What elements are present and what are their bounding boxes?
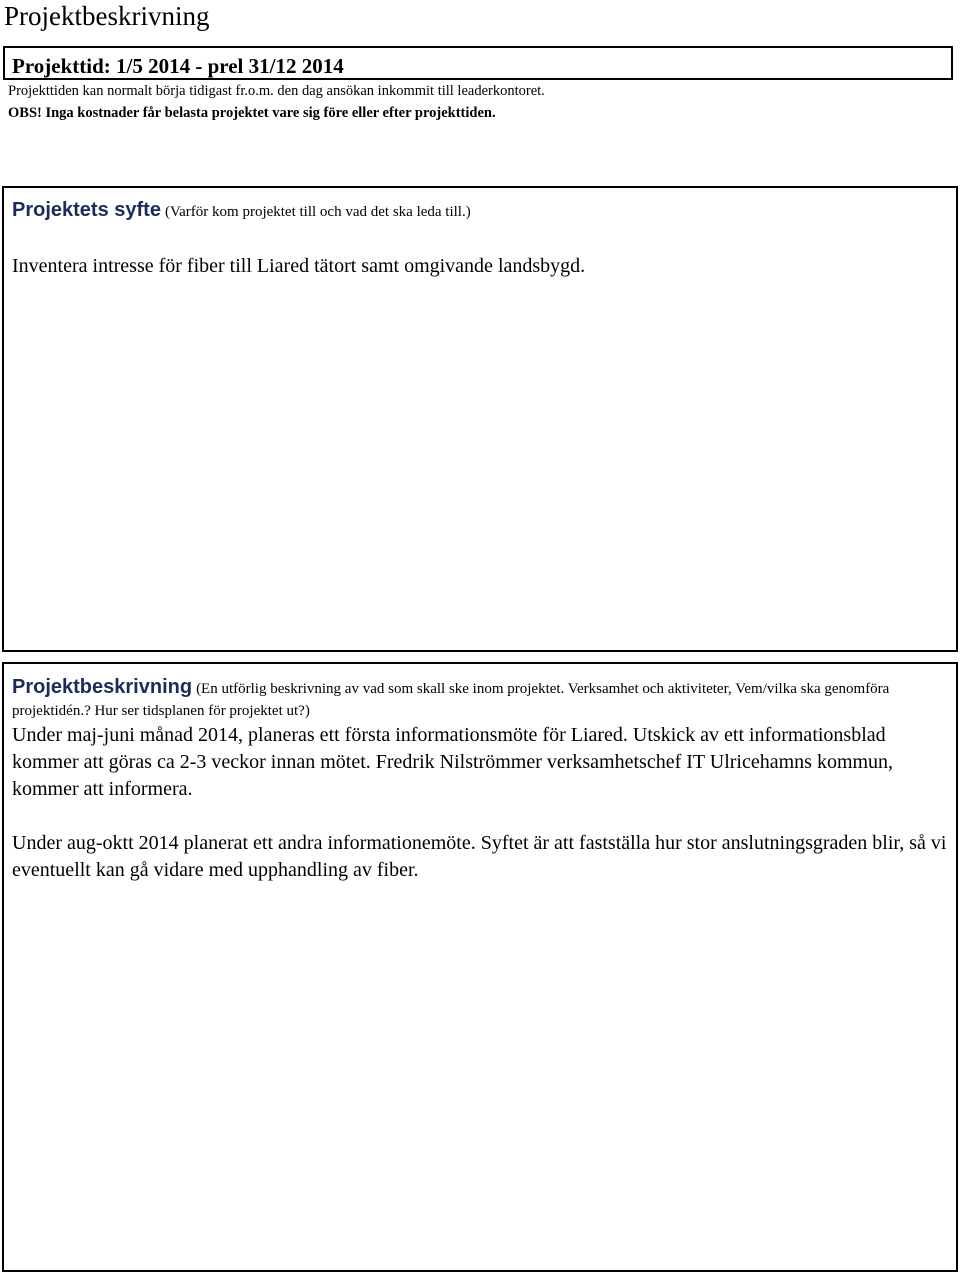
purpose-section (2, 186, 958, 652)
description-body (12, 722, 948, 911)
project-period-obs: OBS! Inga kostnader får belasta projektet vare sig före eller efter projekttiden. (8, 105, 496, 121)
purpose-heading: Projektets syfte (12, 199, 161, 221)
purpose-text: Inventera intresse för fiber till Liared tätort samt omgivande landsbygd. (12, 255, 586, 277)
description-heading: Projektbeskrivning (12, 676, 193, 698)
page-title: Projektbeskrivning (4, 1, 210, 31)
description-heading-note: (En utförlig beskrivning av vad som skall ske inom projektet. Verksamhet och aktiviteter, Vem/vilka ska genomföra projektidén.? Hur ser tidsplanen för projektet ut?) (12, 681, 890, 719)
project-period-note: Projekttiden kan normalt börja tidigast fr.o.m. den dag ansökan inkommit till leaderkontoret. (8, 83, 545, 99)
purpose-heading-line (12, 198, 471, 224)
purpose-heading-note: (Varför kom projektet till och vad det ska leda till.) (164, 204, 471, 220)
description-paragraph: Under maj-juni månad 2014, planeras ett första informationsmöte för Liared. Utskick av ett informationsblad kommer att göras ca 2-3 veckor innan mötet. Fredrik Nilströmmer verksamhetschef IT Ulricehamns kommun, kommer att informera. (12, 724, 894, 800)
description-paragraph: Under aug-oktt 2014 planerat ett andra informationemöte. Syftet är att fastställa hur stor anslutningsgraden blir, så vi eventuellt kan gå vidare med upphandling av fiber. (12, 832, 947, 881)
project-period-box (3, 46, 953, 80)
description-section (2, 662, 958, 1272)
project-period-title: Projekttid: 1/5 2014 - prel 31/12 2014 (12, 54, 344, 78)
description-heading-block (12, 676, 942, 722)
